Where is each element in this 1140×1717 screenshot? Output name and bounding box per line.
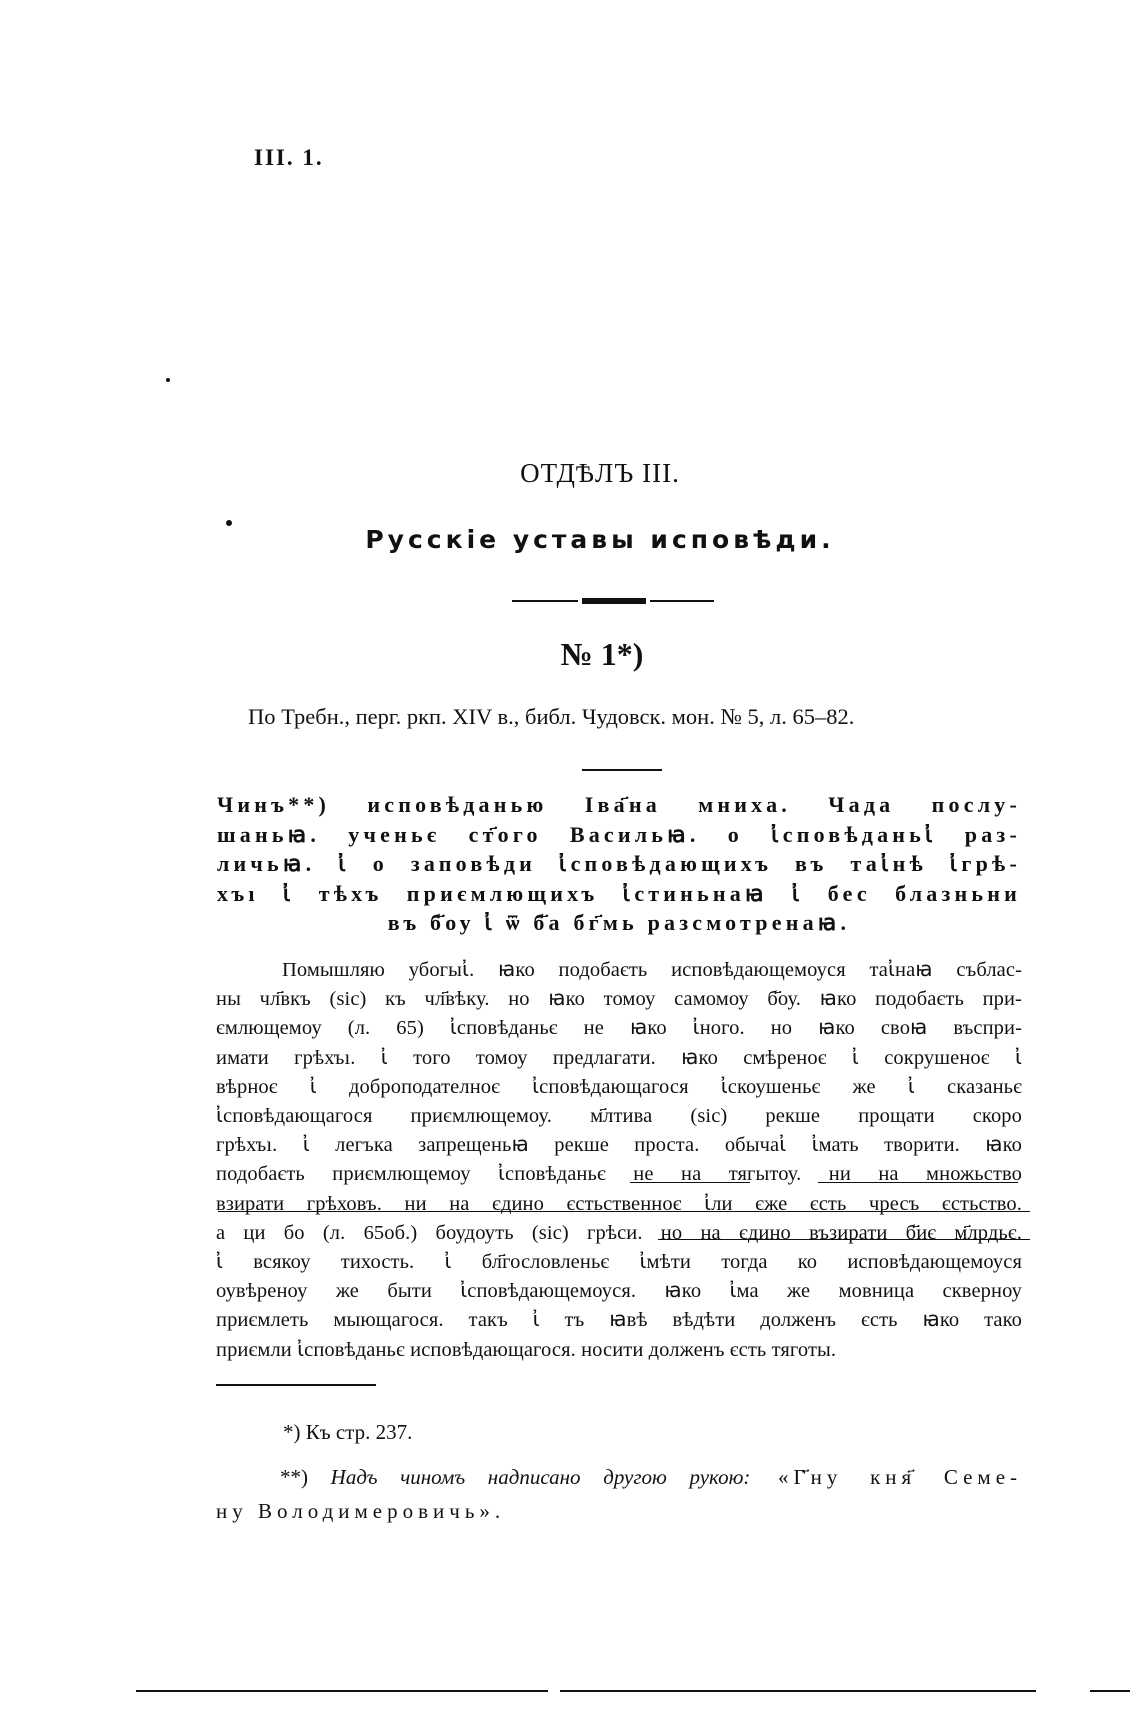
body-line: ꙇ҆ всякоу тихость. ꙇ҆ бл҃гословленьє ꙇ҆мѣти тогда ко исповѣдающемоуся <box>216 1251 1022 1274</box>
separator-rule <box>582 769 662 771</box>
body-line: а ци бо (л. 65об.) боудоуть (sic) грѣси. но на єдино възирати б҃иє м҃лрдьє. <box>216 1221 1022 1244</box>
section-title: ОТДѢЛЪ III. <box>520 458 680 488</box>
footnote-2-marker: **) <box>280 1465 331 1489</box>
footnote-2-quote: «Г҃ну кня҃ Семе- <box>750 1465 1023 1489</box>
body-line: оувѣреноу же быти ꙇ҆сповѣдающемоуся. ꙗко ꙇ҆ма же мовница скверноу <box>216 1280 1022 1303</box>
footnote-separator <box>216 1384 376 1386</box>
body-line: вѣрноє ꙇ҆ доброподателноє ꙇ҆сповѣдающагося ꙇ҆скоушеньє же ꙇ҆ сказаньє <box>216 1075 1022 1098</box>
chapter-heading-line: шаньꙗ. ученьє ст҃ого Васильꙗ. о ꙇ҆сповѣданьꙇ҆ раз- <box>217 821 1021 847</box>
chapter-heading-line: въ б҃оу ꙇ҆ ѿ б҃а бг҃мь разсмотренаꙗ. <box>387 910 851 935</box>
body-line: приємли ꙇ҆сповѣданьє исповѣдающагося. носити долженъ єсть тяготы. <box>216 1338 837 1361</box>
page-bottom-rule <box>136 1690 548 1692</box>
body-line: взирати грѣховъ. ни на єдино єстьственноє ꙇ҆ли єже єсть чресъ єстьство. <box>216 1192 1022 1215</box>
document-number-heading: № 1*) <box>560 636 644 672</box>
footnote-1: *) Къ стр. 237. <box>283 1420 413 1444</box>
body-line: Помышляю убогыꙇ҆. ꙗко подобаєть исповѣдающемоуся таꙇ҆наꙗ съблас- <box>282 959 1022 981</box>
body-paragraph <box>216 956 1022 1365</box>
body-line: ꙇ҆сповѣдающагося приємлющемоу. м҃лтива (sic) рекше прощати скоро <box>216 1105 1022 1128</box>
chapter-heading-line: Чинъ**) исповѣданью Іва҃на мниха. Чада послу- <box>217 792 1021 817</box>
body-line: ны чл҃вкъ (sic) къ чл҃вѣку. но ꙗко томоу самомоу б҃оу. ꙗко подобаєть при- <box>216 988 1022 1011</box>
footnote-2-line <box>216 1460 1022 1494</box>
chapter-heading <box>217 790 1021 938</box>
chapter-heading-line: личьꙗ. ꙇ҆ о заповѣди ꙇ҆сповѣдающихъ въ таꙇ҆нѣ ꙇ҆грѣ- <box>217 851 1021 876</box>
handwritten-underline <box>630 1182 750 1183</box>
page-bottom-rule <box>1090 1690 1130 1692</box>
body-line: грѣхъı. ꙇ҆ легъка запрещеньꙗ рекше проста. обычаꙇ҆ ꙇ҆мать творити. ꙗко <box>216 1134 1022 1157</box>
body-line: приємлеть мыющагося. такъ ꙇ҆ тъ ꙗвѣ вѣдѣти долженъ єсть ꙗко тако <box>216 1309 1022 1332</box>
footnote-2 <box>216 1460 1022 1528</box>
title-ornament-rule <box>512 598 714 604</box>
handwritten-underline <box>658 1239 1030 1240</box>
footnote-2-text: Надъ чиномъ надписано другою рукою: <box>330 1465 751 1489</box>
body-line: имати грѣхъı. ꙇ҆ того томоу предлагати. ꙗко смѣреноє ꙇ҆ сокрушеноє ꙇ҆ <box>216 1046 1022 1069</box>
handwritten-underline <box>218 1211 1030 1212</box>
page-bottom-rule <box>560 1690 1036 1692</box>
body-line: подобаєть приємлющемоу ꙇ҆сповѣданьє не на тягытоу. ни на множьство <box>216 1163 1022 1186</box>
manuscript-source-line: По Требн., перг. ркп. XIV в., библ. Чудовск. мон. № 5, л. 65–82. <box>248 704 855 729</box>
handwritten-underline <box>818 1182 1018 1183</box>
chapter-heading-line: хъı ꙇ҆ тѣхъ приємлющихъ ꙇ҆стиньнаꙗ ꙇ҆ бес блазньни <box>217 880 1021 906</box>
section-subtitle: Русскіе уставы исповѣди. <box>365 525 835 554</box>
body-line: ємлющемоу (л. 65) ꙇ҆сповѣданьє не ꙗко ꙇ҆ного. но ꙗко своꙗ въспри- <box>216 1017 1022 1040</box>
scan-speck <box>166 378 170 382</box>
footnote-2-line: ну Володимеровичь». <box>216 1499 506 1523</box>
page-number: III. 1. <box>254 145 324 170</box>
